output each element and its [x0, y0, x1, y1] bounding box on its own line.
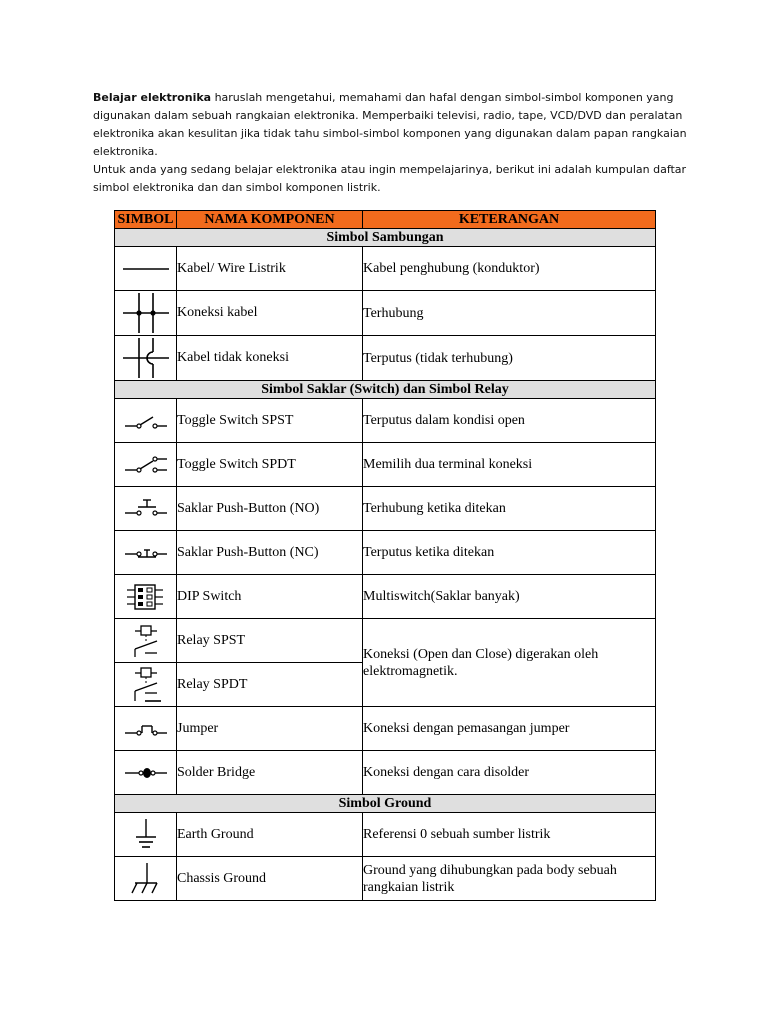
component-desc: Referensi 0 sebuah sumber listrik	[363, 813, 656, 857]
component-name: Toggle Switch SPDT	[177, 443, 363, 487]
spdt-switch-icon	[115, 443, 177, 487]
table-row	[115, 336, 656, 381]
component-desc: Multiswitch(Saklar banyak)	[363, 575, 656, 619]
symbol-table	[114, 210, 656, 901]
jumper-icon	[115, 707, 177, 751]
table-row	[115, 247, 656, 291]
header-keterangan: KETERANGAN	[363, 211, 656, 229]
header-nama-komponen: NAMA KOMPONEN	[177, 211, 363, 229]
section-title-ground: Simbol Ground	[115, 795, 656, 813]
section-title-saklar: Simbol Saklar (Switch) dan Simbol Relay	[115, 381, 656, 399]
pushbutton-no-icon	[115, 487, 177, 531]
pushbutton-nc-icon	[115, 531, 177, 575]
component-name: DIP Switch	[177, 575, 363, 619]
component-name: Toggle Switch SPST	[177, 399, 363, 443]
table-row	[115, 531, 656, 575]
section-title-sambungan: Simbol Sambungan	[115, 229, 656, 247]
component-desc: Terputus (tidak terhubung)	[363, 336, 656, 381]
component-name: Jumper	[177, 707, 363, 751]
solder-bridge-icon	[115, 751, 177, 795]
component-name: Relay SPST	[177, 619, 363, 663]
chassis-ground-icon	[115, 857, 177, 901]
spst-switch-icon	[115, 399, 177, 443]
section-row	[115, 795, 656, 813]
component-desc: Memilih dua terminal koneksi	[363, 443, 656, 487]
intro-paragraph-1	[93, 89, 693, 161]
table-row	[115, 707, 656, 751]
component-desc: Ground yang dihubungkan pada body sebuah rangkaian listrik	[363, 857, 656, 901]
table-row	[115, 813, 656, 857]
unconnected-wire-icon	[115, 336, 177, 381]
relay-spdt-icon	[115, 663, 177, 707]
intro-paragraph-2: Untuk anda yang sedang belajar elektronika atau ingin mempelajarinya, berikut ini adalah kumpulan daftar simbol elektronika dan dan simbol komponen listrik.	[93, 163, 687, 194]
component-name: Earth Ground	[177, 813, 363, 857]
component-name: Kabel tidak koneksi	[177, 336, 363, 381]
table-row	[115, 751, 656, 795]
wire-icon	[115, 247, 177, 291]
component-name: Kabel/ Wire Listrik	[177, 247, 363, 291]
component-desc: Terhubung ketika ditekan	[363, 487, 656, 531]
table-row	[115, 575, 656, 619]
component-desc: Kabel penghubung (konduktor)	[363, 247, 656, 291]
table-header-row	[115, 211, 656, 229]
relay-spst-icon	[115, 619, 177, 663]
component-name: Koneksi kabel	[177, 291, 363, 336]
dip-switch-icon	[115, 575, 177, 619]
table-row	[115, 443, 656, 487]
table-row	[115, 487, 656, 531]
earth-ground-icon	[115, 813, 177, 857]
component-name: Saklar Push-Button (NO)	[177, 487, 363, 531]
table-row	[115, 619, 656, 663]
component-name: Solder Bridge	[177, 751, 363, 795]
component-name: Saklar Push-Button (NC)	[177, 531, 363, 575]
component-name: Relay SPDT	[177, 663, 363, 707]
header-simbol: SIMBOL	[115, 211, 177, 229]
component-desc: Koneksi (Open dan Close) digerakan oleh elektromagnetik.	[363, 619, 656, 707]
section-row	[115, 381, 656, 399]
section-row	[115, 229, 656, 247]
table-row	[115, 399, 656, 443]
table-row	[115, 857, 656, 901]
component-desc: Koneksi dengan pemasangan jumper	[363, 707, 656, 751]
component-desc: Koneksi dengan cara disolder	[363, 751, 656, 795]
intro-text	[93, 89, 693, 197]
component-desc: Terhubung	[363, 291, 656, 336]
component-desc: Terputus dalam kondisi open	[363, 399, 656, 443]
component-name: Chassis Ground	[177, 857, 363, 901]
intro-lead-bold: Belajar elektronika	[93, 91, 212, 104]
component-desc: Terputus ketika ditekan	[363, 531, 656, 575]
table-row	[115, 291, 656, 336]
connected-wire-icon	[115, 291, 177, 336]
intro-lead-rest: haruslah mengetahui, memahami dan hafal dengan simbol-simbol komponen yang digunakan dalam sebuah rangkaian elektronika. Memperbaiki televisi, radio, tape, VCD/DVD dan peralatan elektronika akan kesulitan jika tidak tahu simbol-simbol komponen yang digunakan dalam papan rangkaian elektronika.	[93, 91, 687, 158]
